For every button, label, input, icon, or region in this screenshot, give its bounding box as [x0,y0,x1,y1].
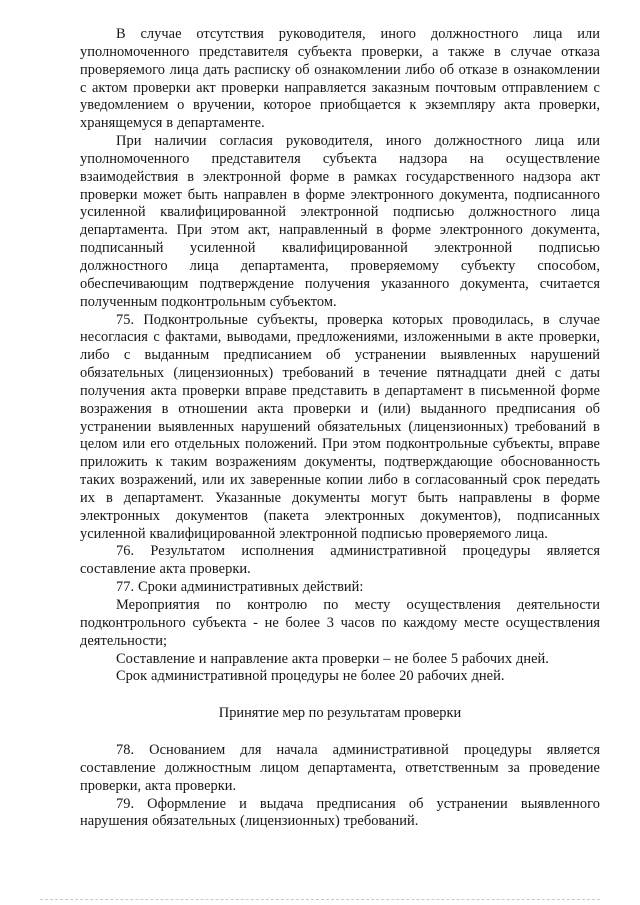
paragraph-absence-of-head: В случае отсутствия руководителя, иного должностного лица или уполномоченного представителя субъекта проверки, а также в случае отказа проверяемого лица дать расписку об ознакомлении либо об отказе в ознакомлении с актом проверки акт проверки направляется заказным почтовым отправлением с уведомлением о вручении, которое приобщается к экземпляру акта проверки, хранящемуся в департаменте. [80,26,600,132]
paragraph-75-objections: 75. Подконтрольные субъекты, проверка которых проводилась, в случае несогласия с фактами, выводами, предложениями, изложенными в акте проверки, либо с выданным предписанием об устранении выявленных нарушений обязательных (лицензионных) требований в течение пятнадцати дней с даты получения акта проверки вправе представить в департамент в письменной форме возражения в отношении акта проверки и (или) выданного предписания об устранении выявленных нарушений обязательных (лицензионных) требований в целом или его отдельных положений. При этом подконтрольные субъекты, вправе приложить к таким возражениям документы, подтверждающие обоснованность таких возражений, или их заверенные копии либо в согласованный срок передать их в департамент. Указанные документы могут быть направлены в форме электронных документов (пакета электронных документов), подписанных усиленной квалифицированной электронной подписью проверяемого лица. [80,311,600,542]
paragraph-control-measures: Мероприятия по контролю по месту осуществления деятельности подконтрольного субъекта - не более 3 часов по каждому месте осуществления деятельности; [80,597,600,649]
paragraph-electronic-consent: При наличии согласия руководителя, иного должностного лица или уполномоченного представителя субъекта надзора на осуществление взаимодействия в электронной форме в рамках государственного надзора акт проверки может быть направлен в форме электронного документа, подписанного усиленной квалифицированной электронной подписью должностного лица департамента. При этом акт, направленный в форме электронного документа, подписанный усиленной квалифицированной электронной подписью должностного лица департамента, проверяемому субъекту способом, обеспечивающим подтверждение получения указанного документа, считается полученным подконтрольным субъектом. [80,133,600,310]
paragraph-77-deadlines: 77. Сроки административных действий: [116,579,364,596]
paragraph-76-result: 76. Результатом исполнения административной процедуры является составление акта проверки. [80,543,600,578]
section-heading: Принятие мер по результатам проверки [218,705,462,722]
paragraph-78-basis: 78. Основанием для начала административной процедуры является составление должностным лицом департамента, ответственным за проведение проверки, акта проверки. [80,742,600,794]
paragraph-act-preparation: Составление и направление акта проверки – не более 5 рабочих дней. [116,650,549,667]
paragraph-79-prescription: 79. Оформление и выдача предписания об устранении выявленного нарушения обязательных (лицензионных) требований. [80,795,600,830]
scan-edge-line [40,899,600,901]
paragraph-procedure-term: Срок административной процедуры не более 20 рабочих дней. [116,668,505,685]
